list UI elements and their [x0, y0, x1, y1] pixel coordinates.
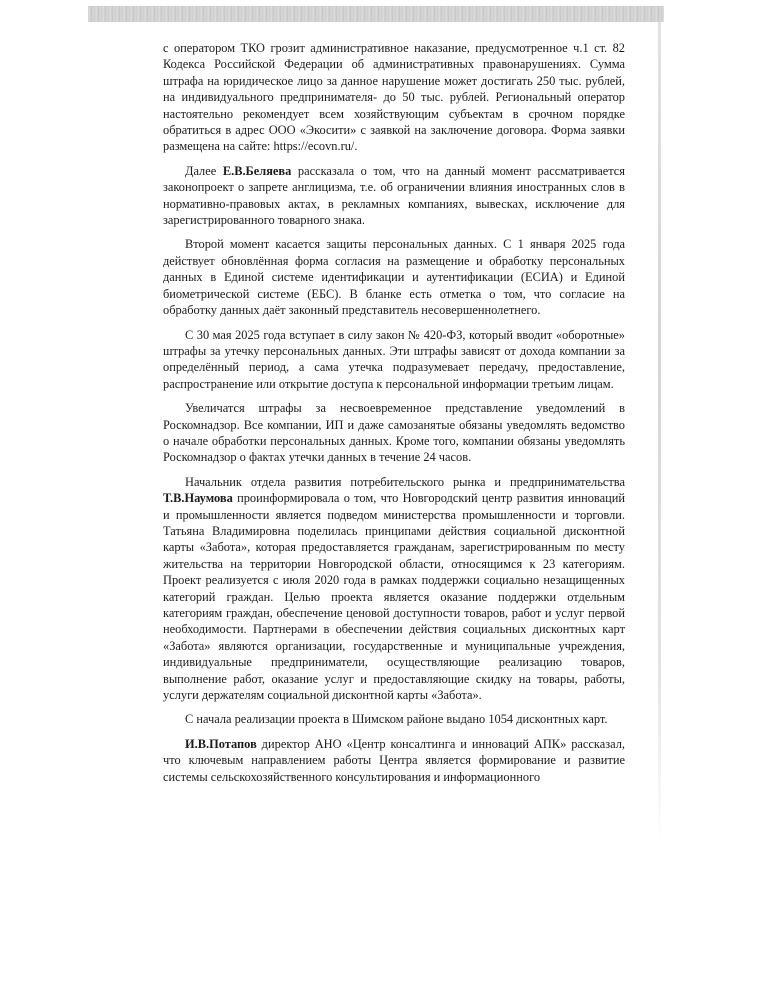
paper-edge-shadow [658, 22, 661, 842]
paragraph-cards-issued: С начала реализации проекта в Шимском районе выдано 1054 дисконтных карт. [185, 712, 608, 727]
paragraph-body: рассказала о том, что на данный момент рассматривается законопроект о запрете англицизма, т.е. об ограничении влияния иностранных слов в нормативно-правовых актах, в рекламных компаниях, вывесках, исключение для зарегистрированного товарного знака. [163, 163, 625, 228]
paragraph-turnover-fines: С 30 мая 2025 года вступает в силу закон № 420-ФЗ, который вводит «оборотные» штрафы за утечку персональных данных. Эти штрафы зависят от дохода компании за определённый период, а сама утечка подразумевает передачу, предоставление, распространение или открытие доступа к персональной информации третьим лицам. [163, 327, 625, 391]
paragraph-roskomnadzor-notices: Увеличатся штрафы за несвоевременное представление уведомлений в Роскомнадзор. Все компании, ИП и даже самозанятые обязаны уведомлять ведомство о начале обработки персональных данных. Кроме того, компании обязаны уведомлять Роскомнадзор о фактах утечки данных в течение 24 часов. [163, 401, 625, 465]
paragraph-body: проинформировала о том, что Новгородский центр развития инноваций и промышленности является подведом министерства промышленности и торговли. Татьяна Владимировна поделилась принципами действия социальной дисконтной карты «Забота», которая предоставляется гражданам, зарегистрированным по месту жительства на территории Новгородской области, относящимся к 23 категориям. Проект реализуется с июля 2020 года в рамках поддержки социально незащищенных категорий граждан. Целью проекта является оказание поддержки отдельным категориям граждан, обеспечение ценовой доступности товаров, работ и услуг первой необходимости. Партнерами в обеспечении действия социальных дисконтных карт «Забота» являются организации, государственные и муниципальные учреждения, индивидуальные предприниматели, осуществляющие реализацию товаров, выполнение работ, оказание услуг и предоставляющие скидку на товары, работы, услуги держателям социальной дисконтной карты «Забота». [163, 491, 625, 703]
paragraph-zabota-card [163, 474, 625, 704]
paragraph-body: директор АНО «Центр консалтинга и инноваций АПК» рассказал, что ключевым направлением работы Центра является формирование и развитие системы сельскохозяйственного консультирования и информационного [163, 736, 625, 784]
paragraph-apk-center [163, 736, 625, 785]
paragraph-anglicism-law [163, 163, 625, 229]
speaker-name-potapov: И.В.Потапов [185, 736, 257, 751]
speaker-name-naumova: Т.В.Наумова [163, 491, 233, 506]
speaker-name-belyaeva: Е.В.Беляева [222, 163, 292, 178]
document-body [163, 40, 625, 785]
paragraph-personal-data-consent: Второй момент касается защиты персональных данных. С 1 января 2025 года действует обновлённая форма согласия на размещение и обработку персональных данных в Единой системе идентификации и аутентификации (ЕСИА) и Единой биометрической системе (ЕБС). В бланке есть отметка о том, что согласие на обработку данных даёт законный представитель несовершеннолетнего. [163, 237, 625, 318]
paragraph-tko-penalty: с оператором ТКО грозит административное наказание, предусмотренное ч.1 ст. 82 Кодекса Российской Федерации об административных правонарушениях. Сумма штрафа на юридическое лицо за данное нарушение может достигать 250 тыс. рублей, на индивидуального предпринимателя- до 50 тыс. рублей. Региональный оператор настоятельно рекомендует всем хозяйствующим субъектам в срочном порядке обратиться в адрес ООО «Экосити» с заявкой на заключение договора. Форма заявки размещена на сайте: https://ecovn.ru/. [163, 41, 625, 154]
scan-edge-strip [88, 6, 664, 22]
paragraph-lead: Начальник отдела развития потребительского рынка и предпринимательства [185, 474, 625, 489]
paragraph-lead: Далее [185, 163, 223, 178]
